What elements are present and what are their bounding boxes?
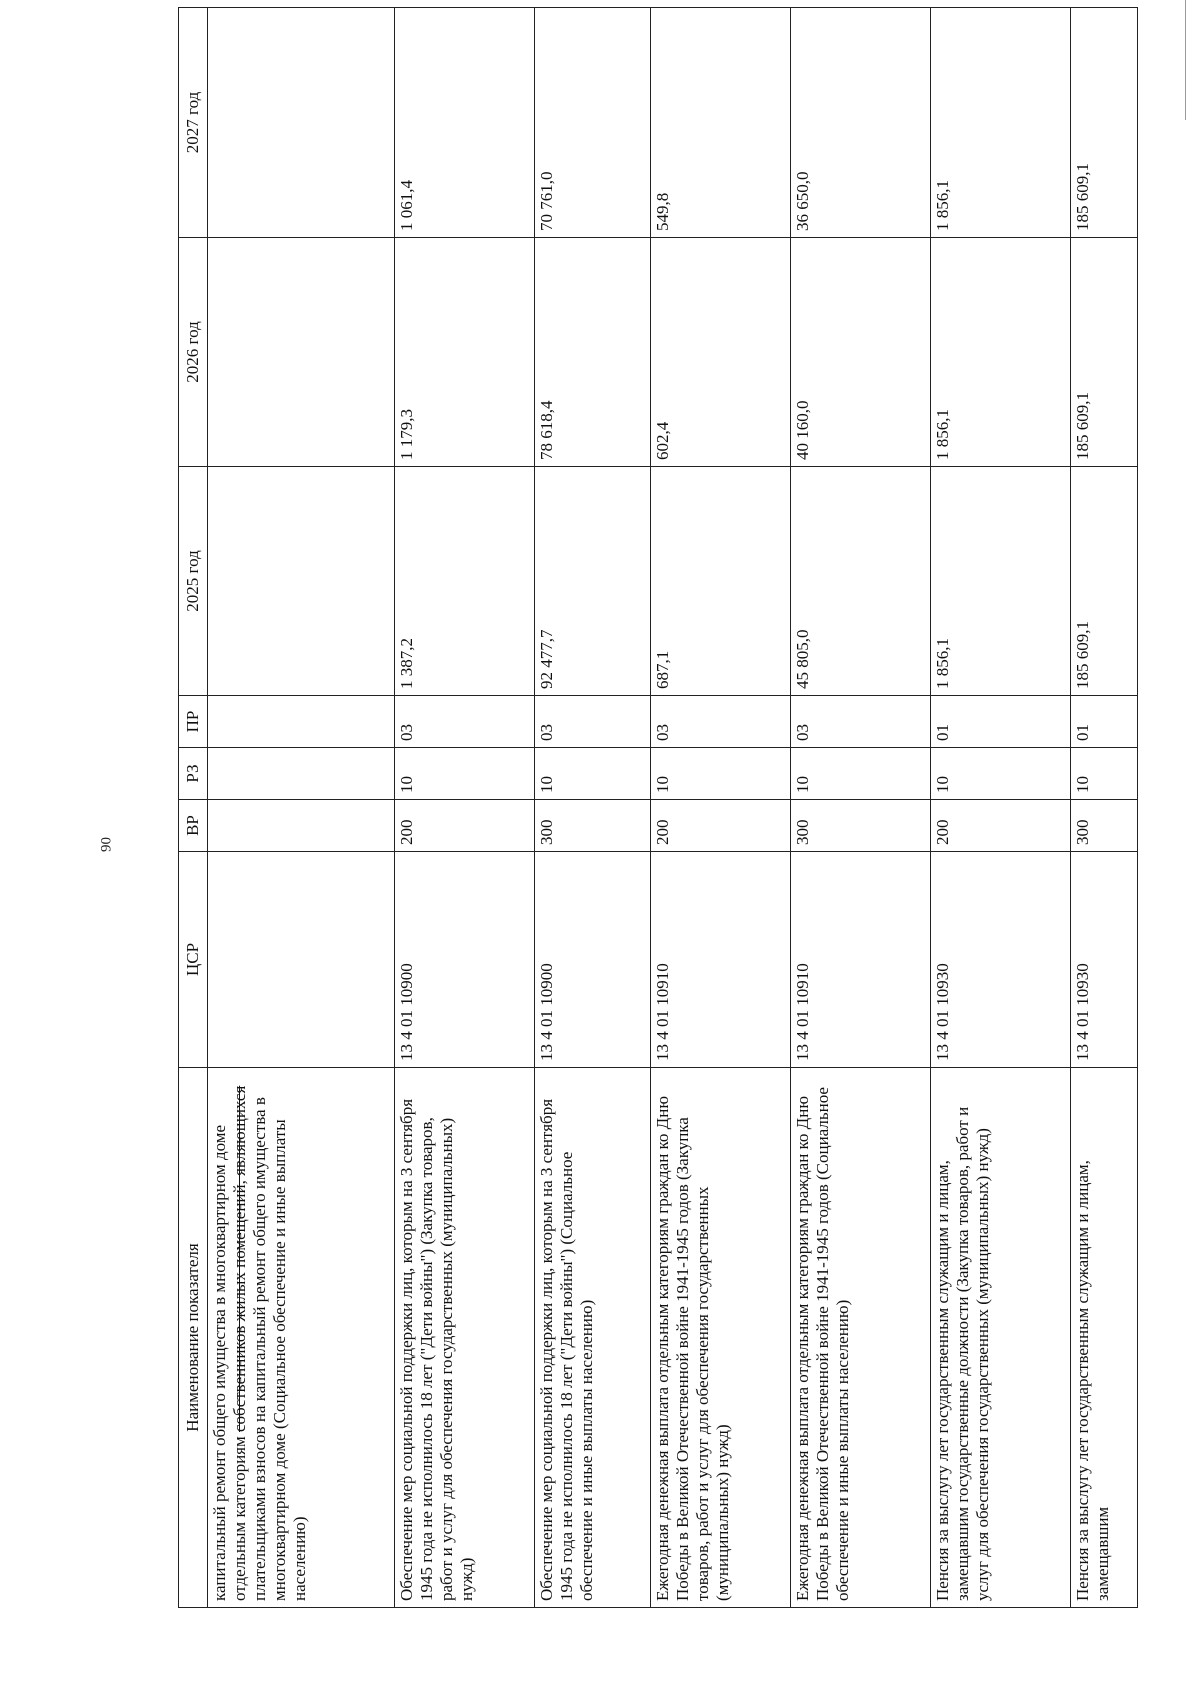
cell-2025: 92 477,7 [535,467,651,696]
cell-pr: 03 [790,696,930,748]
header-pr: ПР [179,696,208,748]
table-row [394,8,534,1608]
table-row [790,8,930,1608]
table-row [535,8,651,1608]
cell-2027: 70 761,0 [535,8,651,238]
cell-2026: 1 856,1 [931,238,1071,467]
cell-pr: 03 [650,696,790,748]
header-csr: ЦСР [179,852,208,1068]
cell-pr: 01 [931,696,1071,748]
cell-rz: 10 [790,748,930,800]
cell-name: Пенсия за выслугу лет государственным служащим и лицам, замещавшим [1071,1068,1138,1608]
cell-2025: 1 387,2 [394,467,534,696]
cell-2025 [208,467,395,696]
cell-csr [208,852,395,1068]
cell-2026: 40 160,0 [790,238,930,467]
cell-vr: 300 [790,800,930,852]
cell-2026: 78 618,4 [535,238,651,467]
cell-rz: 10 [394,748,534,800]
cell-name: Ежегодная денежная выплата отдельным категориям граждан ко Дню Победы в Великой Отечественной войне 1941-1945 годов (Социальное обеспечение и иные выплаты населению) [790,1068,930,1608]
cell-pr: 01 [1071,696,1138,748]
cell-rz [208,748,395,800]
budget-table [178,7,1138,1608]
cell-name: Обеспечение мер социальной поддержки лиц, которым на 3 сентября 1945 года не исполнилось 18 лет ("Дети войны") (Социальное обеспечение и иные выплаты населению) [535,1068,651,1608]
cell-2027: 1 856,1 [931,8,1071,238]
cell-2027: 185 609,1 [1071,8,1138,238]
header-rz: РЗ [179,748,208,800]
cell-name: Обеспечение мер социальной поддержки лиц, которым на 3 сентября 1945 года не исполнилось 18 лет ("Дети войны") (Закупка товаров, работ и услуг для обеспечения государственных (муниципальных) нужд) [394,1068,534,1608]
cell-vr: 300 [535,800,651,852]
cell-csr: 13 4 01 10930 [931,852,1071,1068]
rotated-table-container [178,8,1138,1608]
name-text-struck: собственников жилых помещений, являющихся [230,1085,250,1432]
name-text-part2: плательщиками взносов на капитальный ремонт общего имущества в многоквартирном доме (Социальное обеспечение и иные выплаты населению) [250,1097,310,1601]
cell-2025: 185 609,1 [1071,467,1138,696]
table-row [650,8,790,1608]
cell-csr: 13 4 01 10900 [394,852,534,1068]
cell-2027: 549,8 [650,8,790,238]
cell-csr: 13 4 01 10900 [535,852,651,1068]
cell-csr: 13 4 01 10910 [790,852,930,1068]
name-text-part1: капитальный ремонт общего имущества в многоквартирном доме отдельным категориям [210,1124,250,1601]
table-row [208,8,395,1608]
cell-2026 [208,238,395,467]
cell-name [208,1068,395,1608]
cell-2025: 1 856,1 [931,467,1071,696]
cell-pr: 03 [535,696,651,748]
header-row [179,8,208,1608]
cell-vr: 200 [931,800,1071,852]
cell-vr [208,800,395,852]
cell-csr: 13 4 01 10930 [1071,852,1138,1068]
table-row [1071,8,1138,1608]
cell-pr: 03 [394,696,534,748]
table-row [931,8,1071,1608]
cell-name: Ежегодная денежная выплата отдельным категориям граждан ко Дню Победы в Великой Отечественной войне 1941-1945 годов (Закупка товаров, работ и услуг для обеспечения государственных (муниципальных) нужд) [650,1068,790,1608]
header-2027: 2027 год [179,8,208,238]
cell-rz: 10 [650,748,790,800]
cell-csr: 13 4 01 10910 [650,852,790,1068]
cell-rz: 10 [535,748,651,800]
cell-name: Пенсия за выслугу лет государственным служащим и лицам, замещавшим государственные должности (Закупка товаров, работ и услуг для обеспечения государственных (муниципальных) нужд) [931,1068,1071,1608]
header-2026: 2026 год [179,238,208,467]
cell-2025: 687,1 [650,467,790,696]
cell-vr: 200 [394,800,534,852]
cell-2026: 185 609,1 [1071,238,1138,467]
cell-2027: 36 650,0 [790,8,930,238]
cell-pr [208,696,395,748]
cell-2027 [208,8,395,238]
cell-rz: 10 [931,748,1071,800]
header-vr: ВР [179,800,208,852]
cell-vr: 200 [650,800,790,852]
header-2025: 2025 год [179,467,208,696]
cell-2026: 602,4 [650,238,790,467]
cell-2027: 1 061,4 [394,8,534,238]
cell-2026: 1 179,3 [394,238,534,467]
page-number: 90 [98,837,115,852]
cell-vr: 300 [1071,800,1138,852]
cell-2025: 45 805,0 [790,467,930,696]
header-name: Наименование показателя [179,1068,208,1608]
scan-edge-line [1185,0,1186,120]
cell-rz: 10 [1071,748,1138,800]
